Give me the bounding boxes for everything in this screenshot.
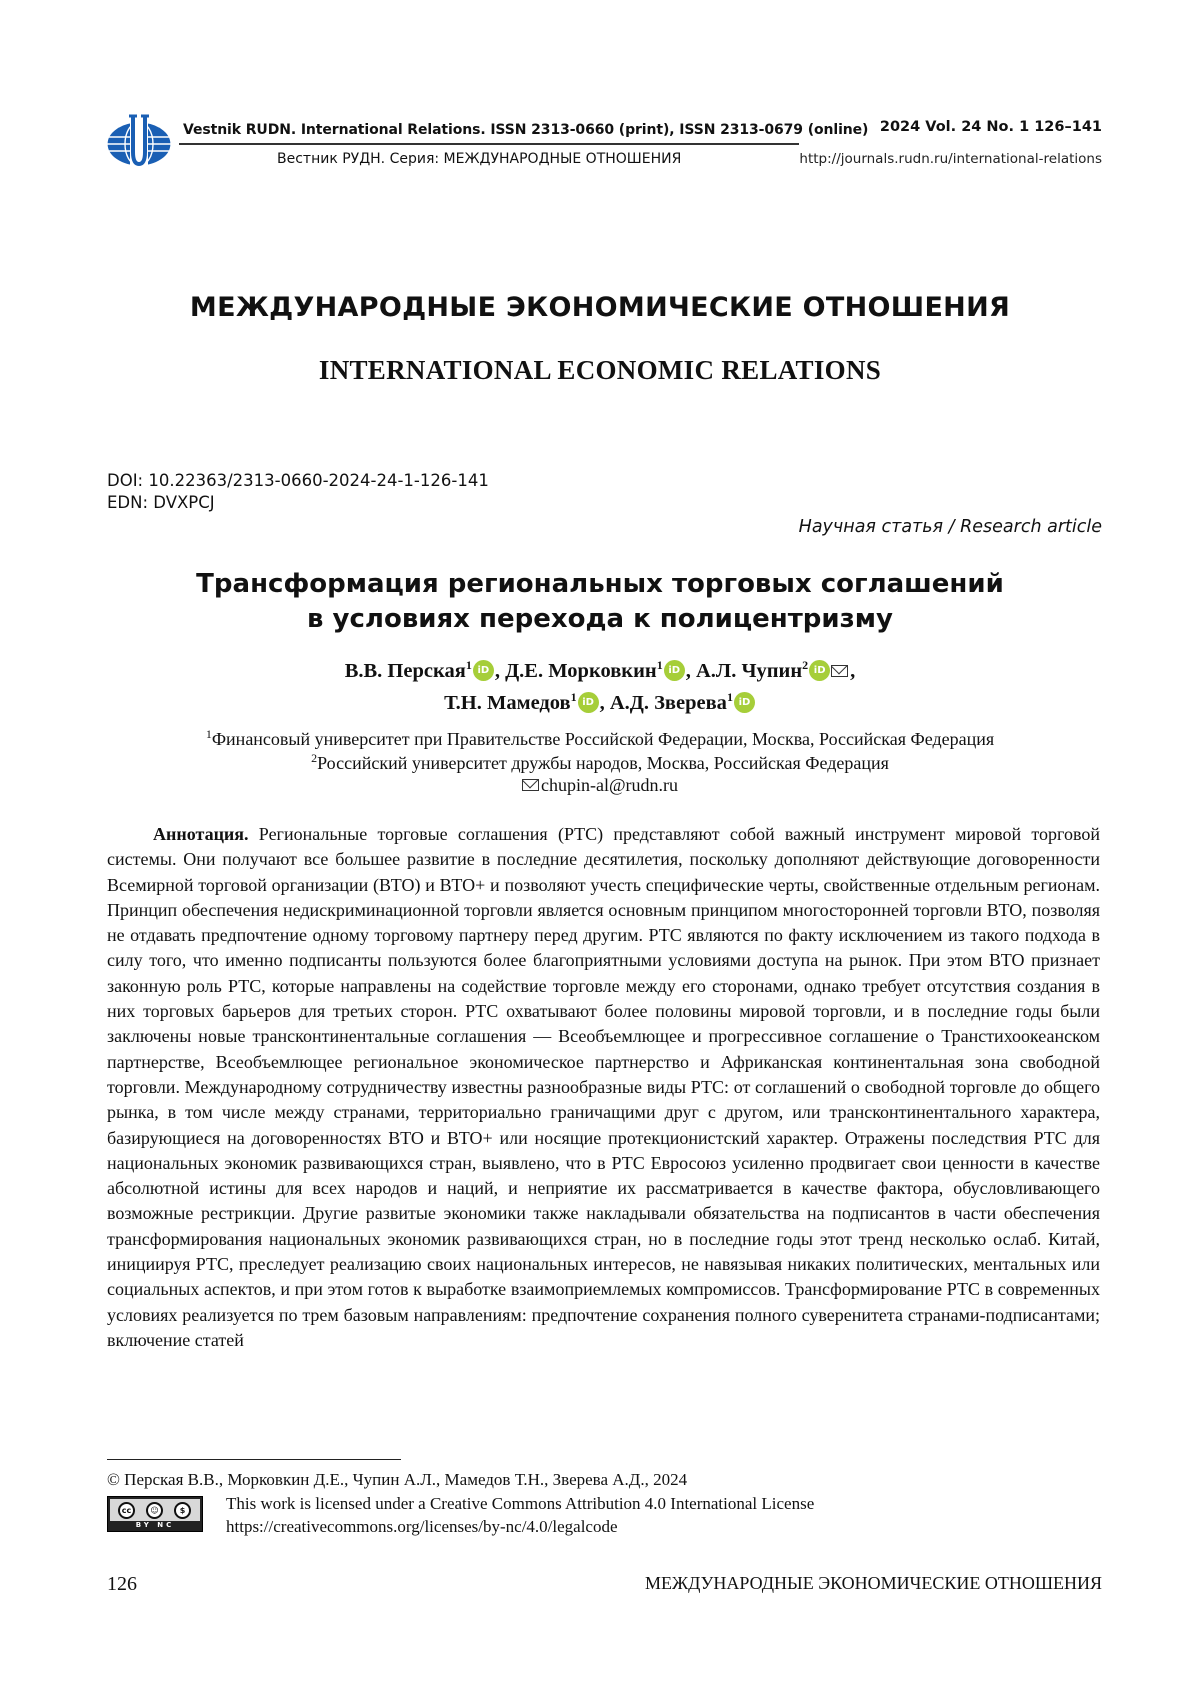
abstract-text: Региональные торговые соглашения (РТС) представляют собой важный инструмент мировой торговой системы. Они получают все большее развитие в последние десятилетия, поскольку дополняют действующие договоренности Всемирной торговой организации (ВТО) и ВТО+ и позволяют учесть специфические черты, свойственные отдельным регионам. Принцип обеспечения недискриминационной торговли является основным принципом многосторонней торговли ВТО, позволяя не отдавать предпочтение одному торговому партнеру перед другим. РТС являются по факту исключением из такого подхода в силу того, что именно подписанты пользуются более благоприятными условиями доступа на рынок. При этом ВТО признает законную роль РТС, которые направлены на содействие торговле между его сторонами, однако требует отсутствия создания в них торговых барьеров для третьих сторон. РТС охватывают более половины мировой торговли, и в последние годы были заключены новые трансконтинентальные соглашения — Всеобъемлющее и прогрессивное соглашение о Транстихоокеанском партнерстве, Всеобъемлющее региональное экономическое партнерство и Африканская континентальная зона свободной торговли. Международному сотрудничеству известны разнообразные виды РТС: от соглашений о свободной торговле до общего рынка, в том числе между странами, территориально граничащими друг с другом, или трансконтинентального характера, базирующиеся на договоренностях ВТО и ВТО+ или носящие протекционистский характер. Отражены последствия РТС для национальных экономик развивающихся стран, выявлено, что в РТС Евросоюз усиленно продвигает свои ценности в качестве абсолютной истины для всех народов и наций, и неприятие их рассматривается в качестве фактора, обусловливающего возможные рестрикции. Другие развитые экономики также накладывали обязательства на подписантов в части обеспечения трансформирования национальных экономик развивающихся стран, но в последние годы этот тренд несколько ослаб. Китай, инициируя РТС, преследует реализацию своих национальных интересов, не навязывая никаких политических, ментальных или социальных аспектов, и при этом готов к выработке взаимоприемлемых компромиссов. Трансформирование РТС в современных условиях реализуется по трем базовым направлениям: предпочтение сохранения полного суверенитета странами-подписантами; включение статей xyxy=(107,824,1100,1350)
affiliation-text: Финансовый университет при Правительстве Российской Федерации, Москва, Российская Федерация xyxy=(212,729,994,749)
cc-nc-text: NC xyxy=(157,1521,174,1529)
journal-title-ru: Вестник РУДН. Серия: МЕЖДУНАРОДНЫЕ ОТНОШЕНИЯ xyxy=(277,151,681,167)
orcid-icon[interactable]: iD xyxy=(473,660,494,681)
doi[interactable]: DOI: 10.22363/2313-0660-2024-24-1-126-141 xyxy=(107,471,489,490)
footnote-rule xyxy=(107,1459,401,1460)
article-title-line2: в условиях перехода к полицентризму xyxy=(0,604,1200,634)
author-aff: 2 xyxy=(802,658,808,672)
footer-section: МЕЖДУНАРОДНЫЕ ЭКОНОМИЧЕСКИЕ ОТНОШЕНИЯ xyxy=(645,1573,1102,1594)
journal-volume: 2024 Vol. 24 No. 1 126–141 xyxy=(880,119,1102,135)
abstract xyxy=(107,822,1100,1353)
author-aff: 1 xyxy=(466,658,472,672)
header-rule xyxy=(179,143,799,145)
author-name: Т.Н. Мамедов xyxy=(444,692,571,714)
cc-license-badge[interactable] xyxy=(107,1496,203,1532)
cc-badge-label xyxy=(108,1521,202,1529)
cc-badge-icons xyxy=(110,1499,200,1521)
license-text: This work is licensed under a Creative Commons Attribution 4.0 International License xyxy=(226,1494,814,1514)
journal-url[interactable]: http://journals.rudn.ru/international-relations xyxy=(799,151,1102,167)
author-aff: 1 xyxy=(727,690,733,704)
affiliation-num: 2 xyxy=(311,751,317,765)
cc-by-text: BY xyxy=(136,1521,152,1529)
affiliation-1 xyxy=(0,727,1200,750)
article-title-line1: Трансформация региональных торговых соглашений xyxy=(0,569,1200,599)
edn: EDN: DVXPCJ xyxy=(107,493,215,512)
orcid-icon[interactable]: iD xyxy=(578,692,599,713)
author-aff: 1 xyxy=(571,690,577,704)
authors-line1: В.В. Перская1 iD , Д.Е. Морковкин1 iD , А.Л. Чупин2 iD , xyxy=(0,658,1200,683)
person-icon: ☺ xyxy=(146,1502,163,1519)
cc-icon: cc xyxy=(118,1502,135,1519)
affiliation-2 xyxy=(0,751,1200,774)
email-link[interactable]: chupin-al@rudn.ru xyxy=(541,775,678,795)
rudn-logo-icon xyxy=(104,108,174,178)
envelope-icon xyxy=(831,665,848,677)
section-title-ru: МЕЖДУНАРОДНЫЕ ЭКОНОМИЧЕСКИЕ ОТНОШЕНИЯ xyxy=(0,292,1200,323)
no-dollar-icon: $ xyxy=(174,1502,191,1519)
section-title-en: INTERNATIONAL ECONOMIC RELATIONS xyxy=(0,355,1200,386)
affiliation-num: 1 xyxy=(206,727,212,741)
orcid-icon[interactable]: iD xyxy=(809,660,830,681)
orcid-icon[interactable]: iD xyxy=(664,660,685,681)
author-name: Д.Е. Морковкин xyxy=(505,660,657,682)
affiliation-text: Российский университет дружбы народов, Москва, Российская Федерация xyxy=(317,753,889,773)
article-type: Научная статья / Research article xyxy=(799,517,1102,537)
author-name: В.В. Перская xyxy=(345,660,466,682)
corresponding-email xyxy=(0,775,1200,796)
orcid-icon[interactable]: iD xyxy=(734,692,755,713)
envelope-icon xyxy=(522,779,539,791)
author-name: А.Л. Чупин xyxy=(696,660,802,682)
journal-title-en: Vestnik RUDN. International Relations. ISSN 2313-0660 (print), ISSN 2313-0679 (online) xyxy=(183,122,868,138)
abstract-label: Аннотация. xyxy=(153,824,249,844)
copyright: © Перская В.В., Морковкин Д.Е., Чупин А.Л., Мамедов Т.Н., Зверева А.Д., 2024 xyxy=(107,1470,687,1490)
author-name: А.Д. Зверева xyxy=(610,692,727,714)
author-aff: 1 xyxy=(657,658,663,672)
page-number: 126 xyxy=(107,1573,137,1596)
license-url[interactable]: https://creativecommons.org/licenses/by-nc/4.0/legalcode xyxy=(226,1517,618,1537)
authors-line2: Т.Н. Мамедов1 iD , А.Д. Зверева1 iD xyxy=(0,690,1200,715)
